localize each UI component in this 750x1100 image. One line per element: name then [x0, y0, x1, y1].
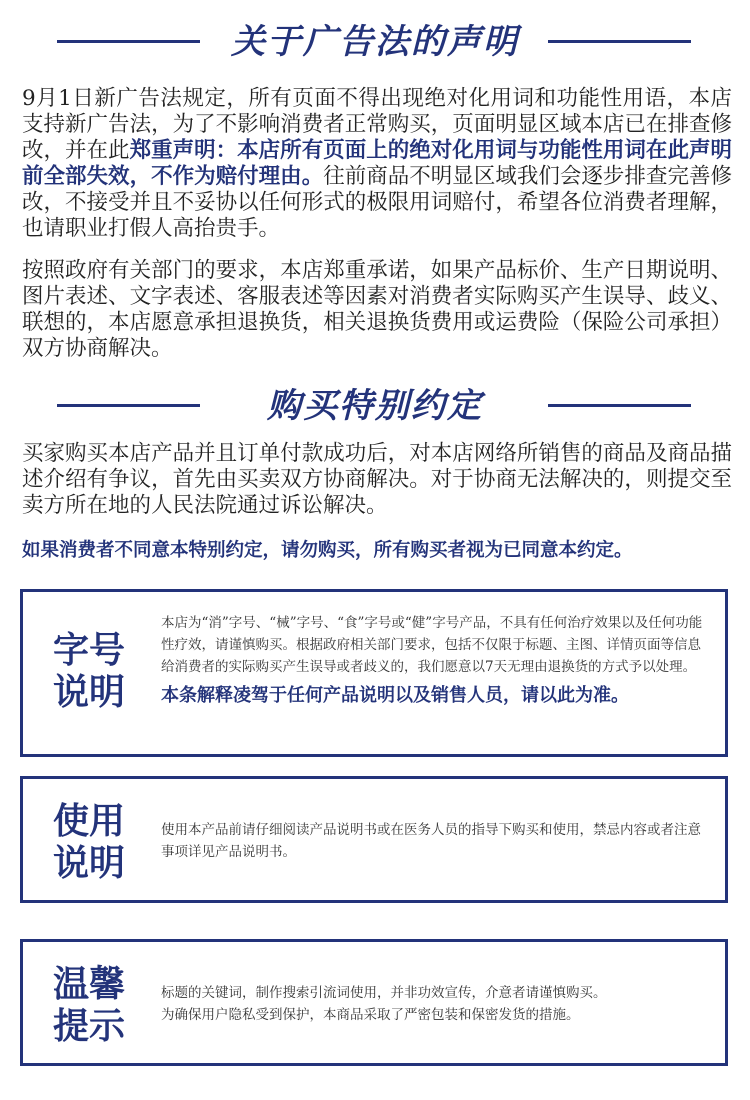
info-box-tips	[20, 939, 728, 1066]
purchase-agreement-notice: 如果消费者不同意本特别约定，请勿购买，所有购买者视为已同意本约定。	[22, 540, 633, 561]
box-label-line-1: 温馨	[52, 964, 125, 1005]
section-header-ad-law	[0, 12, 750, 72]
ad-law-paragraph-2: 按照政府有关部门的要求，本店郑重承诺，如果产品标价、生产日期说明、图片表述、文字表述、客服表述等因素对消费者实际购买产生误导、歧义、联想的，本店愿意承担退换货，相关退换货费用或运费险（保险公司承担）双方协商解决。	[22, 258, 732, 361]
ad-law-paragraph-1-text-b: 往前商品不明显区域我们会逐步排查完善修改，不接受并且不妥协以任何形式的极限用词赔付，希望各位消费者理解，也请职业打假人高抬贵手。	[22, 164, 732, 241]
box-text: 本店为“消”字号、“械”字号、“食”字号或“健”字号产品，不具有任何治疗效果以及任何功能性疗效，请谨慎购买。根据政府相关部门要求，包括不仅限于标题、主图、详情页面等信息给消费者的实际购买产生误导或者歧义的，我们愿意以7天无理由退换货的方式予以处理。	[161, 615, 703, 675]
section-title-ad-law: 关于广告法的声明	[231, 22, 519, 62]
box-text-line-1: 标题的关键词，制作搜索引流词使用，并非功效宣传，介意者请谨慎购买。	[161, 985, 607, 1001]
box-text-line-2: 为确保用户隐私受到保护，本商品采取了严密包装和保密发货的措施。	[161, 1007, 580, 1023]
ad-law-paragraph-1-text-a: 9月1日新广告法规定，所有页面不得出现绝对化用词和功能性用语，本店支持新广告法，为了不影响消费者正常购买，页面明显区域本店已在排查修改，并在此	[22, 86, 732, 163]
box-content	[161, 982, 711, 1026]
box-label	[41, 801, 137, 885]
section-title-purchase-agreement: 购买特别约定	[267, 386, 483, 426]
box-label-line-2: 说明	[52, 672, 125, 713]
box-text: 使用本产品前请仔细阅读产品说明书或在医务人员的指导下购买和使用，禁忌内容或者注意事项详见产品说明书。	[161, 822, 701, 860]
box-label-line-2: 提示	[52, 1006, 125, 1047]
purchase-agreement-paragraph: 买家购买本店产品并且订单付款成功后，对本店网络所销售的商品及商品描述介绍有争议，首先由买卖双方协商解决。对于协商无法解决的，则提交至卖方所在地的人民法院通过诉讼解决。	[22, 441, 732, 518]
section-header-purchase-agreement	[0, 376, 750, 436]
ad-law-paragraph-1	[22, 86, 732, 242]
box-label	[41, 964, 137, 1048]
info-box-usage	[20, 776, 728, 903]
ad-law-declaration-emphasis: 郑重声明：本店所有页面上的绝对化用词与功能性用词在此声明前全部失效，不作为赔付理由。	[22, 138, 732, 189]
box-label	[41, 630, 137, 714]
box-content	[161, 612, 711, 710]
box-label-line-1: 使用	[52, 801, 125, 842]
box-label-line-2: 说明	[52, 843, 125, 884]
box-emphasis-line: 本条解释凌驾于任何产品说明以及销售人员，请以此为准。	[161, 685, 629, 706]
info-box-brand-type	[20, 589, 728, 757]
box-label-line-1: 字号	[52, 630, 125, 671]
box-content	[161, 819, 711, 863]
